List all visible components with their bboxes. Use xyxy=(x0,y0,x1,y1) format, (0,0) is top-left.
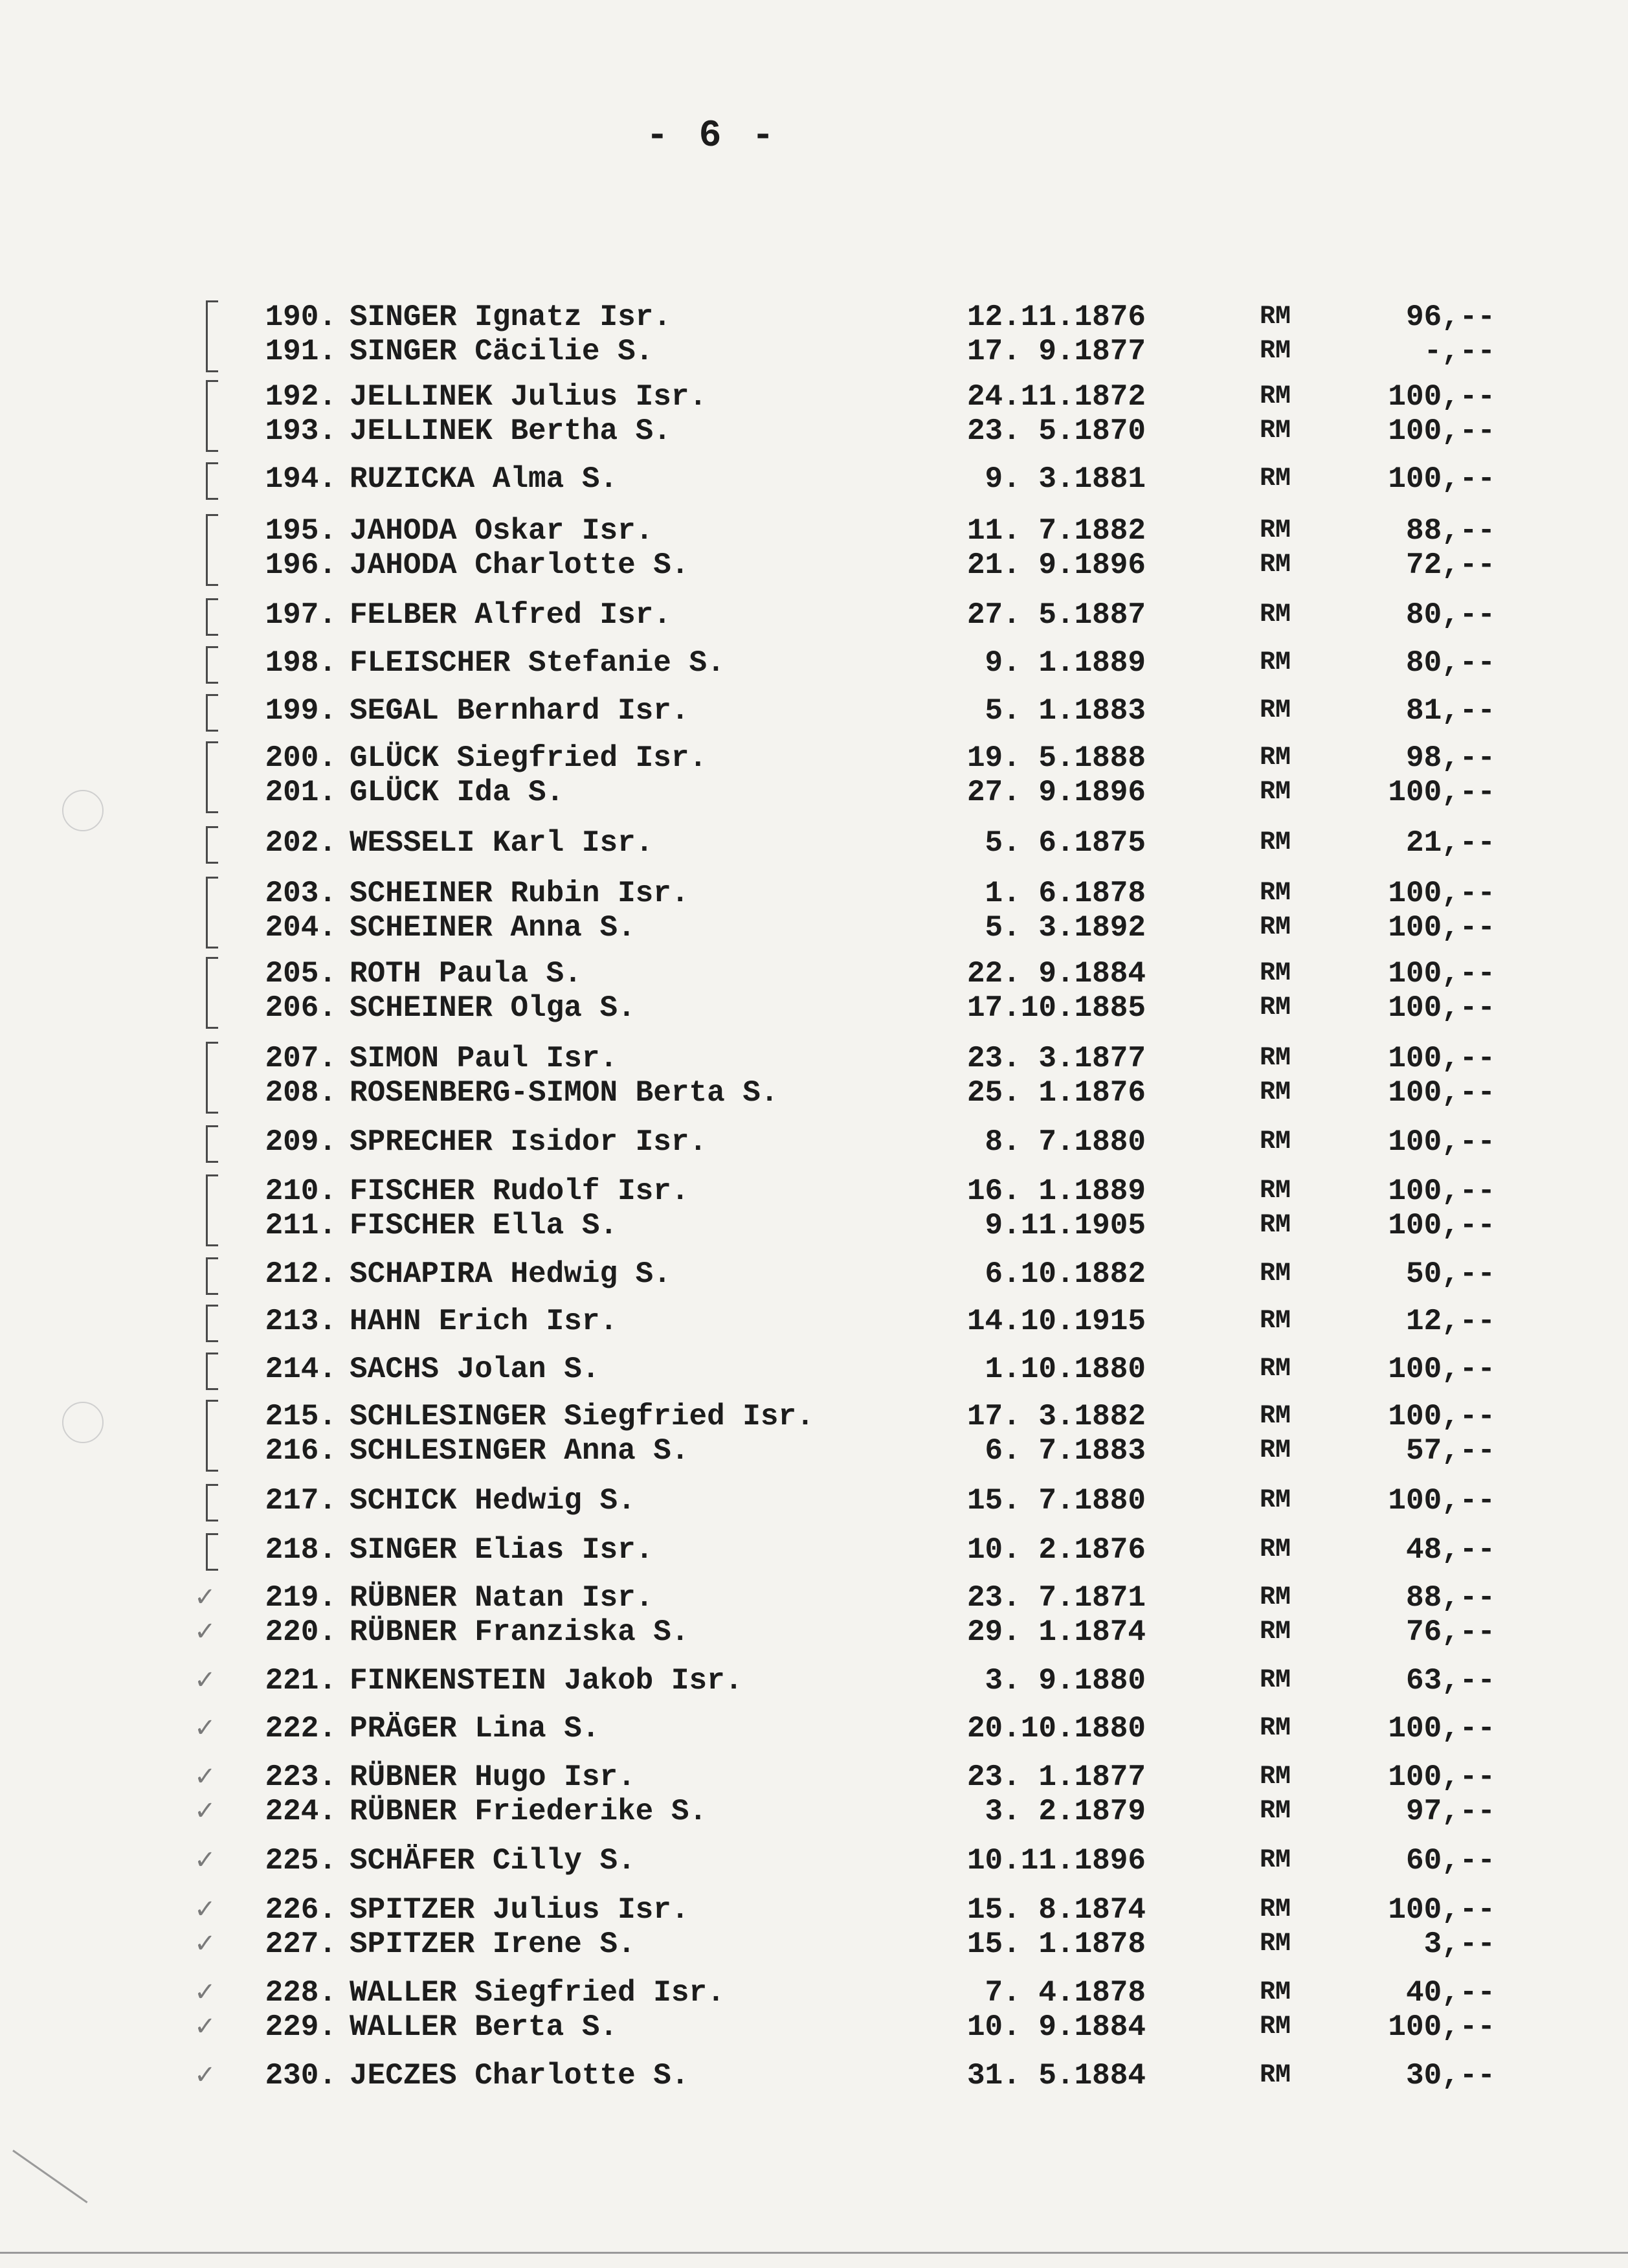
entry-currency: RM xyxy=(1259,302,1291,331)
entry-number: 215. xyxy=(265,1400,337,1433)
handwritten-bracket-mark xyxy=(206,1125,218,1163)
list-item xyxy=(0,1124,1628,1160)
entry-name: RÜBNER Franziska S. xyxy=(350,1615,689,1649)
entry-name: JELLINEK Bertha S. xyxy=(350,414,671,448)
entry-number: 220. xyxy=(265,1615,337,1649)
entry-amount: 100,-- xyxy=(1388,1712,1495,1746)
entry-amount: 100,-- xyxy=(1388,1893,1495,1927)
list-item xyxy=(0,413,1628,449)
entry-name: JELLINEK Julius Isr. xyxy=(350,380,708,414)
entry-name: JECZES Charlotte S. xyxy=(350,2059,689,2093)
entry-currency: RM xyxy=(1259,1307,1291,1336)
entry-amount: 60,-- xyxy=(1405,1844,1495,1878)
entry-name: SINGER Cäcilie S. xyxy=(350,335,654,368)
entry-number: 213. xyxy=(265,1305,337,1338)
entry-currency: RM xyxy=(1259,1762,1291,1791)
entry-amount: -,-- xyxy=(1423,335,1495,368)
entry-birth-date: 23. 7.1871 xyxy=(966,1581,1146,1615)
entry-currency: RM xyxy=(1259,1211,1291,1240)
list-item xyxy=(0,2058,1628,2094)
entry-amount: 100,-- xyxy=(1388,1125,1495,1159)
entry-number: 208. xyxy=(265,1076,337,1110)
entry-currency: RM xyxy=(1259,1895,1291,1924)
entry-currency: RM xyxy=(1259,1354,1291,1384)
entry-amount: 63,-- xyxy=(1405,1664,1495,1698)
entry-birth-date: 29. 1.1874 xyxy=(966,1615,1146,1649)
entry-amount: 50,-- xyxy=(1405,1257,1495,1291)
entry-number: 229. xyxy=(265,2010,337,2044)
entry-birth-date: 17.10.1885 xyxy=(966,991,1146,1025)
entry-amount: 100,-- xyxy=(1388,2010,1495,2044)
entry-currency: RM xyxy=(1259,1714,1291,1743)
entry-number: 199. xyxy=(265,694,337,728)
entry-birth-date: 12.11.1876 xyxy=(966,300,1146,334)
list-item xyxy=(0,1614,1628,1650)
list-item xyxy=(0,1759,1628,1795)
entry-amount: 72,-- xyxy=(1405,548,1495,582)
entry-amount: 81,-- xyxy=(1405,694,1495,728)
list-item xyxy=(0,825,1628,861)
entry-number: 194. xyxy=(265,462,337,496)
list-item xyxy=(0,1843,1628,1879)
entry-name: SINGER Elias Isr. xyxy=(350,1533,654,1567)
entry-currency: RM xyxy=(1259,913,1291,942)
entry-amount: 100,-- xyxy=(1388,414,1495,448)
entry-name: PRÄGER Lina S. xyxy=(350,1712,600,1746)
handwritten-bracket-mark xyxy=(206,826,218,864)
entry-name: SCHEINER Anna S. xyxy=(350,911,636,945)
entry-birth-date: 22. 9.1884 xyxy=(966,957,1146,991)
entry-currency: RM xyxy=(1259,2061,1291,2090)
list-item xyxy=(0,956,1628,992)
entry-birth-date: 10. 2.1876 xyxy=(966,1533,1146,1567)
entry-currency: RM xyxy=(1259,1535,1291,1564)
handwritten-bracket-mark xyxy=(206,1533,218,1571)
entry-currency: RM xyxy=(1259,1583,1291,1612)
entry-amount: 80,-- xyxy=(1405,598,1495,632)
entry-birth-date: 23. 1.1877 xyxy=(966,1760,1146,1794)
entry-birth-date: 6. 7.1883 xyxy=(985,1434,1146,1468)
entry-birth-date: 3. 2.1879 xyxy=(985,1795,1146,1828)
entry-amount: 100,-- xyxy=(1388,1353,1495,1386)
entry-currency: RM xyxy=(1259,416,1291,445)
list-item xyxy=(0,645,1628,681)
list-item xyxy=(0,1256,1628,1292)
entry-currency: RM xyxy=(1259,382,1291,411)
entry-name: SCHICK Hedwig S. xyxy=(350,1484,636,1518)
entry-currency: RM xyxy=(1259,2012,1291,2041)
entry-birth-date: 8. 7.1880 xyxy=(985,1125,1146,1159)
entry-birth-date: 14.10.1915 xyxy=(966,1305,1146,1338)
entry-birth-date: 16. 1.1889 xyxy=(966,1174,1146,1208)
handwritten-bracket-mark xyxy=(206,300,218,372)
entry-currency: RM xyxy=(1259,1929,1291,1959)
list-item xyxy=(0,379,1628,415)
entry-name: ROTH Paula S. xyxy=(350,957,582,991)
entry-name: RÜBNER Natan Isr. xyxy=(350,1581,654,1615)
handwritten-check-mark: ✓ xyxy=(194,1796,216,1826)
list-item xyxy=(0,1793,1628,1830)
entry-birth-date: 21. 9.1896 xyxy=(966,548,1146,582)
list-item xyxy=(0,1398,1628,1435)
entry-currency: RM xyxy=(1259,1797,1291,1826)
entry-number: 226. xyxy=(265,1893,337,1927)
entry-birth-date: 15. 1.1878 xyxy=(966,1927,1146,1961)
entry-number: 201. xyxy=(265,776,337,809)
entry-amount: 88,-- xyxy=(1405,514,1495,548)
entry-birth-date: 19. 5.1888 xyxy=(966,741,1146,775)
entry-number: 202. xyxy=(265,826,337,860)
entry-amount: 100,-- xyxy=(1388,877,1495,910)
entry-amount: 100,-- xyxy=(1388,957,1495,991)
entry-currency: RM xyxy=(1259,959,1291,988)
entry-number: 197. xyxy=(265,598,337,632)
entry-number: 196. xyxy=(265,548,337,582)
entry-currency: RM xyxy=(1259,1176,1291,1206)
entry-currency: RM xyxy=(1259,1436,1291,1465)
entry-number: 225. xyxy=(265,1844,337,1878)
list-item xyxy=(0,1351,1628,1387)
handwritten-bracket-mark xyxy=(206,646,218,684)
list-item xyxy=(0,1532,1628,1568)
entry-name: FISCHER Ella S. xyxy=(350,1209,618,1242)
entry-number: 214. xyxy=(265,1353,337,1386)
list-item xyxy=(0,1173,1628,1209)
handwritten-check-mark: ✓ xyxy=(194,1665,216,1695)
entry-number: 219. xyxy=(265,1581,337,1615)
entry-amount: 40,-- xyxy=(1405,1976,1495,2010)
entry-amount: 98,-- xyxy=(1405,741,1495,775)
page-number: - 6 - xyxy=(645,115,779,157)
entry-number: 217. xyxy=(265,1484,337,1518)
handwritten-bracket-mark xyxy=(206,598,218,636)
handwritten-check-mark: ✓ xyxy=(194,1929,216,1959)
entry-birth-date: 10. 9.1884 xyxy=(966,2010,1146,2044)
entry-number: 204. xyxy=(265,911,337,945)
entry-name: WALLER Siegfried Isr. xyxy=(350,1976,725,2010)
entry-birth-date: 27. 5.1887 xyxy=(966,598,1146,632)
entry-name: RÜBNER Friederike S. xyxy=(350,1795,708,1828)
handwritten-check-mark: ✓ xyxy=(194,1977,216,2007)
entry-number: 218. xyxy=(265,1533,337,1567)
entry-number: 224. xyxy=(265,1795,337,1828)
list-item xyxy=(0,990,1628,1026)
entry-number: 207. xyxy=(265,1042,337,1075)
entry-name: FISCHER Rudolf Isr. xyxy=(350,1174,689,1208)
entry-number: 192. xyxy=(265,380,337,414)
handwritten-bracket-mark xyxy=(206,1353,218,1390)
entry-name: SACHS Jolan S. xyxy=(350,1353,600,1386)
entry-number: 228. xyxy=(265,1976,337,2010)
entry-amount: 88,-- xyxy=(1405,1581,1495,1615)
entry-amount: 100,-- xyxy=(1388,1174,1495,1208)
entry-birth-date: 17. 9.1877 xyxy=(966,335,1146,368)
entry-currency: RM xyxy=(1259,743,1291,772)
list-item xyxy=(0,1975,1628,2011)
entry-currency: RM xyxy=(1259,1402,1291,1431)
list-item xyxy=(0,1040,1628,1077)
handwritten-bracket-mark xyxy=(206,877,218,949)
entry-name: GLÜCK Siegfried Isr. xyxy=(350,741,708,775)
punch-hole-mark xyxy=(62,790,104,831)
entry-birth-date: 5. 1.1883 xyxy=(985,694,1146,728)
entry-birth-date: 1.10.1880 xyxy=(985,1353,1146,1386)
entry-birth-date: 5. 3.1892 xyxy=(985,911,1146,945)
list-item xyxy=(0,740,1628,776)
entry-number: 203. xyxy=(265,877,337,910)
list-item xyxy=(0,1711,1628,1747)
entry-currency: RM xyxy=(1259,516,1291,545)
entry-name: WESSELI Karl Isr. xyxy=(350,826,654,860)
entry-birth-date: 10.11.1896 xyxy=(966,1844,1146,1878)
entry-name: SCHEINER Rubin Isr. xyxy=(350,877,689,910)
entry-name: SCHLESINGER Anna S. xyxy=(350,1434,689,1468)
list-item xyxy=(0,513,1628,549)
page-edge-line xyxy=(0,2252,1628,2254)
entry-currency: RM xyxy=(1259,1486,1291,1515)
entry-amount: 100,-- xyxy=(1388,776,1495,809)
entry-name: SIMON Paul Isr. xyxy=(350,1042,618,1075)
handwritten-bracket-mark xyxy=(206,1305,218,1342)
entry-name: RUZICKA Alma S. xyxy=(350,462,618,496)
entry-amount: 30,-- xyxy=(1405,2059,1495,2093)
entry-name: SCHAPIRA Hedwig S. xyxy=(350,1257,671,1291)
entry-number: 191. xyxy=(265,335,337,368)
entry-name: WALLER Berta S. xyxy=(350,2010,618,2044)
list-item xyxy=(0,1892,1628,1928)
list-item xyxy=(0,461,1628,497)
handwritten-check-mark: ✓ xyxy=(194,1713,216,1743)
entry-name: SPITZER Irene S. xyxy=(350,1927,636,1961)
list-item xyxy=(0,2009,1628,2045)
entry-name: ROSENBERG-SIMON Berta S. xyxy=(350,1076,779,1110)
handwritten-bracket-mark xyxy=(206,694,218,732)
entry-number: 205. xyxy=(265,957,337,991)
entry-currency: RM xyxy=(1259,1978,1291,2007)
entry-name: FELBER Alfred Isr. xyxy=(350,598,671,632)
entry-amount: 100,-- xyxy=(1388,1076,1495,1110)
entry-birth-date: 3. 9.1880 xyxy=(985,1664,1146,1698)
list-item xyxy=(0,1580,1628,1616)
entry-birth-date: 9.11.1905 xyxy=(985,1209,1146,1242)
entry-birth-date: 5. 6.1875 xyxy=(985,826,1146,860)
entry-currency: RM xyxy=(1259,337,1291,366)
entry-amount: 100,-- xyxy=(1388,1484,1495,1518)
entry-name: SINGER Ignatz Isr. xyxy=(350,300,671,334)
entry-name: HAHN Erich Isr. xyxy=(350,1305,618,1338)
entry-amount: 80,-- xyxy=(1405,646,1495,680)
entry-name: SEGAL Bernhard Isr. xyxy=(350,694,689,728)
entry-number: 221. xyxy=(265,1664,337,1698)
entry-birth-date: 1. 6.1878 xyxy=(985,877,1146,910)
entry-currency: RM xyxy=(1259,1078,1291,1107)
entry-amount: 97,-- xyxy=(1405,1795,1495,1828)
handwritten-bracket-mark xyxy=(206,1174,218,1246)
handwritten-check-mark: ✓ xyxy=(194,1582,216,1612)
entry-currency: RM xyxy=(1259,1259,1291,1288)
handwritten-check-mark: ✓ xyxy=(194,2060,216,2090)
handwritten-bracket-mark xyxy=(206,957,218,1029)
list-item xyxy=(0,1663,1628,1699)
list-item xyxy=(0,774,1628,811)
entry-name: SPITZER Julius Isr. xyxy=(350,1893,689,1927)
entry-currency: RM xyxy=(1259,1617,1291,1646)
handwritten-check-mark: ✓ xyxy=(194,1617,216,1646)
entry-currency: RM xyxy=(1259,828,1291,857)
list-item xyxy=(0,1483,1628,1519)
entry-number: 210. xyxy=(265,1174,337,1208)
list-item xyxy=(0,875,1628,912)
list-item xyxy=(0,1207,1628,1244)
entry-birth-date: 25. 1.1876 xyxy=(966,1076,1146,1110)
entry-name: SCHLESINGER Siegfried Isr. xyxy=(350,1400,814,1433)
entry-amount: 100,-- xyxy=(1388,1760,1495,1794)
entry-number: 195. xyxy=(265,514,337,548)
entry-number: 206. xyxy=(265,991,337,1025)
entry-birth-date: 17. 3.1882 xyxy=(966,1400,1146,1433)
entry-amount: 100,-- xyxy=(1388,1042,1495,1075)
entry-currency: RM xyxy=(1259,600,1291,629)
handwritten-bracket-mark xyxy=(206,741,218,813)
entry-number: 223. xyxy=(265,1760,337,1794)
entry-amount: 100,-- xyxy=(1388,380,1495,414)
entry-amount: 96,-- xyxy=(1405,300,1495,334)
entry-currency: RM xyxy=(1259,648,1291,677)
entry-currency: RM xyxy=(1259,1044,1291,1073)
entry-number: 216. xyxy=(265,1434,337,1468)
entry-amount: 100,-- xyxy=(1388,462,1495,496)
entry-amount: 57,-- xyxy=(1405,1434,1495,1468)
list-item xyxy=(0,1075,1628,1111)
handwritten-bracket-mark xyxy=(206,1400,218,1472)
entry-currency: RM xyxy=(1259,1666,1291,1695)
entry-name: GLÜCK Ida S. xyxy=(350,776,564,809)
entry-number: 227. xyxy=(265,1927,337,1961)
entry-birth-date: 15. 8.1874 xyxy=(966,1893,1146,1927)
entry-birth-date: 6.10.1882 xyxy=(985,1257,1146,1291)
entry-number: 198. xyxy=(265,646,337,680)
entry-birth-date: 15. 7.1880 xyxy=(966,1484,1146,1518)
entry-birth-date: 20.10.1880 xyxy=(966,1712,1146,1746)
punch-hole-mark xyxy=(62,1402,104,1443)
entry-birth-date: 9. 3.1881 xyxy=(985,462,1146,496)
entry-birth-date: 24.11.1872 xyxy=(966,380,1146,414)
list-item xyxy=(0,547,1628,583)
entry-amount: 21,-- xyxy=(1405,826,1495,860)
entry-birth-date: 23. 3.1877 xyxy=(966,1042,1146,1075)
handwritten-bracket-mark xyxy=(206,380,218,452)
list-item xyxy=(0,597,1628,633)
entry-number: 209. xyxy=(265,1125,337,1159)
entry-birth-date: 7. 4.1878 xyxy=(985,1976,1146,2010)
entry-number: 230. xyxy=(265,2059,337,2093)
entry-name: SCHEINER Olga S. xyxy=(350,991,636,1025)
entry-number: 190. xyxy=(265,300,337,334)
entry-name: JAHODA Charlotte S. xyxy=(350,548,689,582)
entry-birth-date: 23. 5.1870 xyxy=(966,414,1146,448)
handwritten-check-mark: ✓ xyxy=(194,1762,216,1791)
entry-birth-date: 31. 5.1884 xyxy=(966,2059,1146,2093)
handwritten-check-mark: ✓ xyxy=(194,2012,216,2041)
entry-currency: RM xyxy=(1259,879,1291,908)
handwritten-bracket-mark xyxy=(206,1484,218,1521)
entry-number: 222. xyxy=(265,1712,337,1746)
entry-birth-date: 11. 7.1882 xyxy=(966,514,1146,548)
list-item xyxy=(0,1303,1628,1340)
entry-amount: 3,-- xyxy=(1423,1927,1495,1961)
entry-currency: RM xyxy=(1259,993,1291,1022)
list-item xyxy=(0,1433,1628,1469)
entry-amount: 76,-- xyxy=(1405,1615,1495,1649)
entry-currency: RM xyxy=(1259,1127,1291,1156)
entry-currency: RM xyxy=(1259,1846,1291,1875)
list-item xyxy=(0,693,1628,729)
entry-currency: RM xyxy=(1259,550,1291,579)
handwritten-bracket-mark xyxy=(206,462,218,500)
entry-amount: 100,-- xyxy=(1388,911,1495,945)
entry-amount: 100,-- xyxy=(1388,1400,1495,1433)
entry-currency: RM xyxy=(1259,778,1291,807)
entry-name: FINKENSTEIN Jakob Isr. xyxy=(350,1664,743,1698)
entry-name: FLEISCHER Stefanie S. xyxy=(350,646,725,680)
entry-number: 200. xyxy=(265,741,337,775)
handwritten-check-mark: ✓ xyxy=(194,1845,216,1875)
entry-name: JAHODA Oskar Isr. xyxy=(350,514,654,548)
entry-birth-date: 27. 9.1896 xyxy=(966,776,1146,809)
entry-amount: 100,-- xyxy=(1388,991,1495,1025)
list-item xyxy=(0,910,1628,946)
entry-amount: 100,-- xyxy=(1388,1209,1495,1242)
entry-currency: RM xyxy=(1259,696,1291,725)
entry-currency: RM xyxy=(1259,464,1291,493)
entry-birth-date: 9. 1.1889 xyxy=(985,646,1146,680)
list-item xyxy=(0,333,1628,370)
handwritten-bracket-mark xyxy=(206,1042,218,1114)
handwritten-bracket-mark xyxy=(206,514,218,586)
list-item xyxy=(0,1926,1628,1962)
handwritten-bracket-mark xyxy=(206,1257,218,1295)
entry-name: SCHÄFER Cilly S. xyxy=(350,1844,636,1878)
entry-number: 193. xyxy=(265,414,337,448)
entry-name: RÜBNER Hugo Isr. xyxy=(350,1760,636,1794)
entry-amount: 48,-- xyxy=(1405,1533,1495,1567)
list-item xyxy=(0,299,1628,335)
entry-name: SPRECHER Isidor Isr. xyxy=(350,1125,708,1159)
handwritten-check-mark: ✓ xyxy=(194,1894,216,1924)
entry-number: 211. xyxy=(265,1209,337,1242)
entry-number: 212. xyxy=(265,1257,337,1291)
entry-amount: 12,-- xyxy=(1405,1305,1495,1338)
